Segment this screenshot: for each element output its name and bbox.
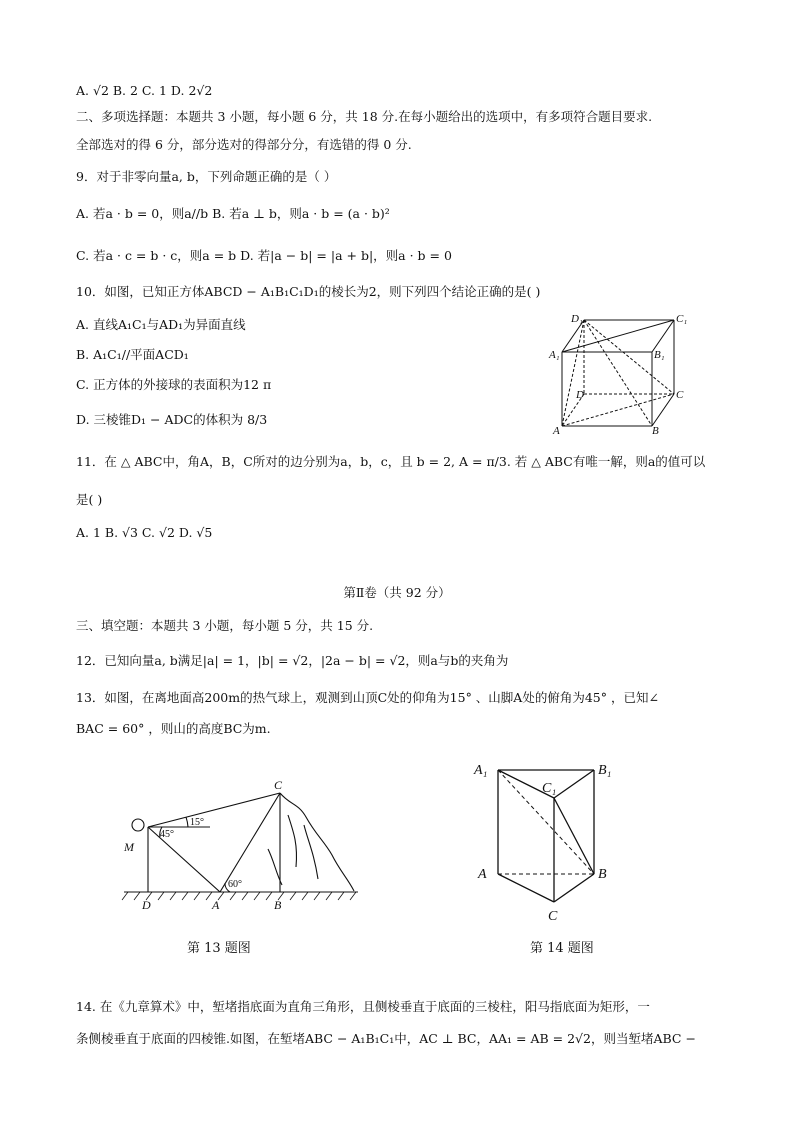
fig13-label-b: B <box>274 898 282 912</box>
fig14-label-a1: A₁ <box>474 763 488 778</box>
q13-line1: 13．如图，在离地面高200m的热气球上，观测到山顶C处的仰角为15° 、山脚A处的俯角为45° ，已知∠ <box>76 690 659 705</box>
q9-stem: 9．对于非零向量a, b，下列命题正确的是（ ） <box>76 169 337 184</box>
q11-stem: 11．在 △ ABC中，角A，B，C所对的边分别为a，b，c，且 b = 2, A = π/3. 若 △ ABC有唯一解，则a的值可以 <box>76 454 706 469</box>
q10-option-d: D. 三棱锥D₁ − ADC的体积为 8/3 <box>76 412 268 427</box>
cube-label-a1: A₁ <box>549 349 560 361</box>
figure-14 <box>470 758 630 926</box>
cube-figure <box>548 308 698 436</box>
fig13-angle-60: 60° <box>228 879 242 890</box>
q14-line1: 14. 在《九章算术》中，堑堵指底面为直角三角形，且侧棱垂直于底面的三棱柱，阳马指底面为矩形，一 <box>76 999 650 1014</box>
q10-option-c: C. 正方体的外接球的表面积为12 π <box>76 377 272 392</box>
q9-options-cd: C. 若a · c = b · c，则a = b D. 若|a − b| = |a + b|，则a · b = 0 <box>76 248 452 263</box>
fig14-label-c: C <box>548 909 558 924</box>
fig13-label-d: D <box>142 898 151 912</box>
sec3-heading: 三、填空题：本题共 3 小题，每小题 5 分，共 15 分. <box>76 618 374 633</box>
cube-label-d: D <box>576 389 584 401</box>
fig13-label-c: C <box>274 778 283 792</box>
q10-option-b: B. A₁C₁//平面ACD₁ <box>76 347 189 362</box>
fig13-label-m: M <box>124 840 134 854</box>
cube-label-d1: D₁ <box>571 313 583 325</box>
fig14-label-a: A <box>478 867 487 882</box>
q11-options: A. 1 B. √3 C. √2 D. √5 <box>76 525 213 540</box>
fig13-label-a: A <box>212 898 220 912</box>
sec2-scoring: 全部选对的得 6 分，部分选对的得部分分，有选错的得 0 分. <box>76 137 412 152</box>
sec2-heading: 二、多项选择题：本题共 3 小题，每小题 6 分，共 18 分.在每小题给出的选项中，有多项符合题目要求. <box>76 109 653 124</box>
q11-stem-cont: 是( ) <box>76 492 103 507</box>
cube-label-c: C <box>676 389 684 401</box>
q10-stem: 10．如图，已知正方体ABCD − A₁B₁C₁D₁的棱长为2，则下列四个结论正确的是( ) <box>76 284 541 299</box>
cube-label-b: B <box>652 425 659 436</box>
fig14-caption: 第 14 题图 <box>530 941 594 956</box>
q14-line2: 条侧棱垂直于底面的四棱锥.如图，在堑堵ABC − A₁B₁C₁中，AC ⊥ BC，AA₁ = AB = 2√2，则当堑堵ABC − <box>76 1031 696 1046</box>
q10-option-a: A. 直线A₁C₁与AD₁为异面直线 <box>76 317 246 332</box>
fig13-angle-45: 45° <box>160 829 174 840</box>
q9-options-ab: A. 若a · b = 0，则a//b B. 若a ⊥ b，则a · b = (a · b)² <box>76 206 390 221</box>
q8-options: A. √2 B. 2 C. 1 D. 2√2 <box>76 83 213 98</box>
q12-text: 12．已知向量a, b满足|a| = 1，|b| = √2，|2a − b| = √2，则a与b的夹角为 <box>76 653 509 668</box>
fig13-caption: 第 13 题图 <box>187 941 251 956</box>
fig14-label-b: B <box>598 867 607 882</box>
fig14-label-c1: C₁ <box>542 781 557 796</box>
part2-title: 第Ⅱ卷（共 92 分） <box>343 585 451 600</box>
cube-label-b1: B₁ <box>654 349 665 361</box>
cube-label-c1: C₁ <box>676 313 688 325</box>
cube-label-a: A <box>553 425 560 436</box>
fig14-label-b1: B₁ <box>598 763 612 778</box>
q13-line2: BAC = 60° ，则山的高度BC为m. <box>76 721 271 736</box>
figure-13 <box>118 775 370 915</box>
fig13-angle-15: 15° <box>190 817 204 828</box>
